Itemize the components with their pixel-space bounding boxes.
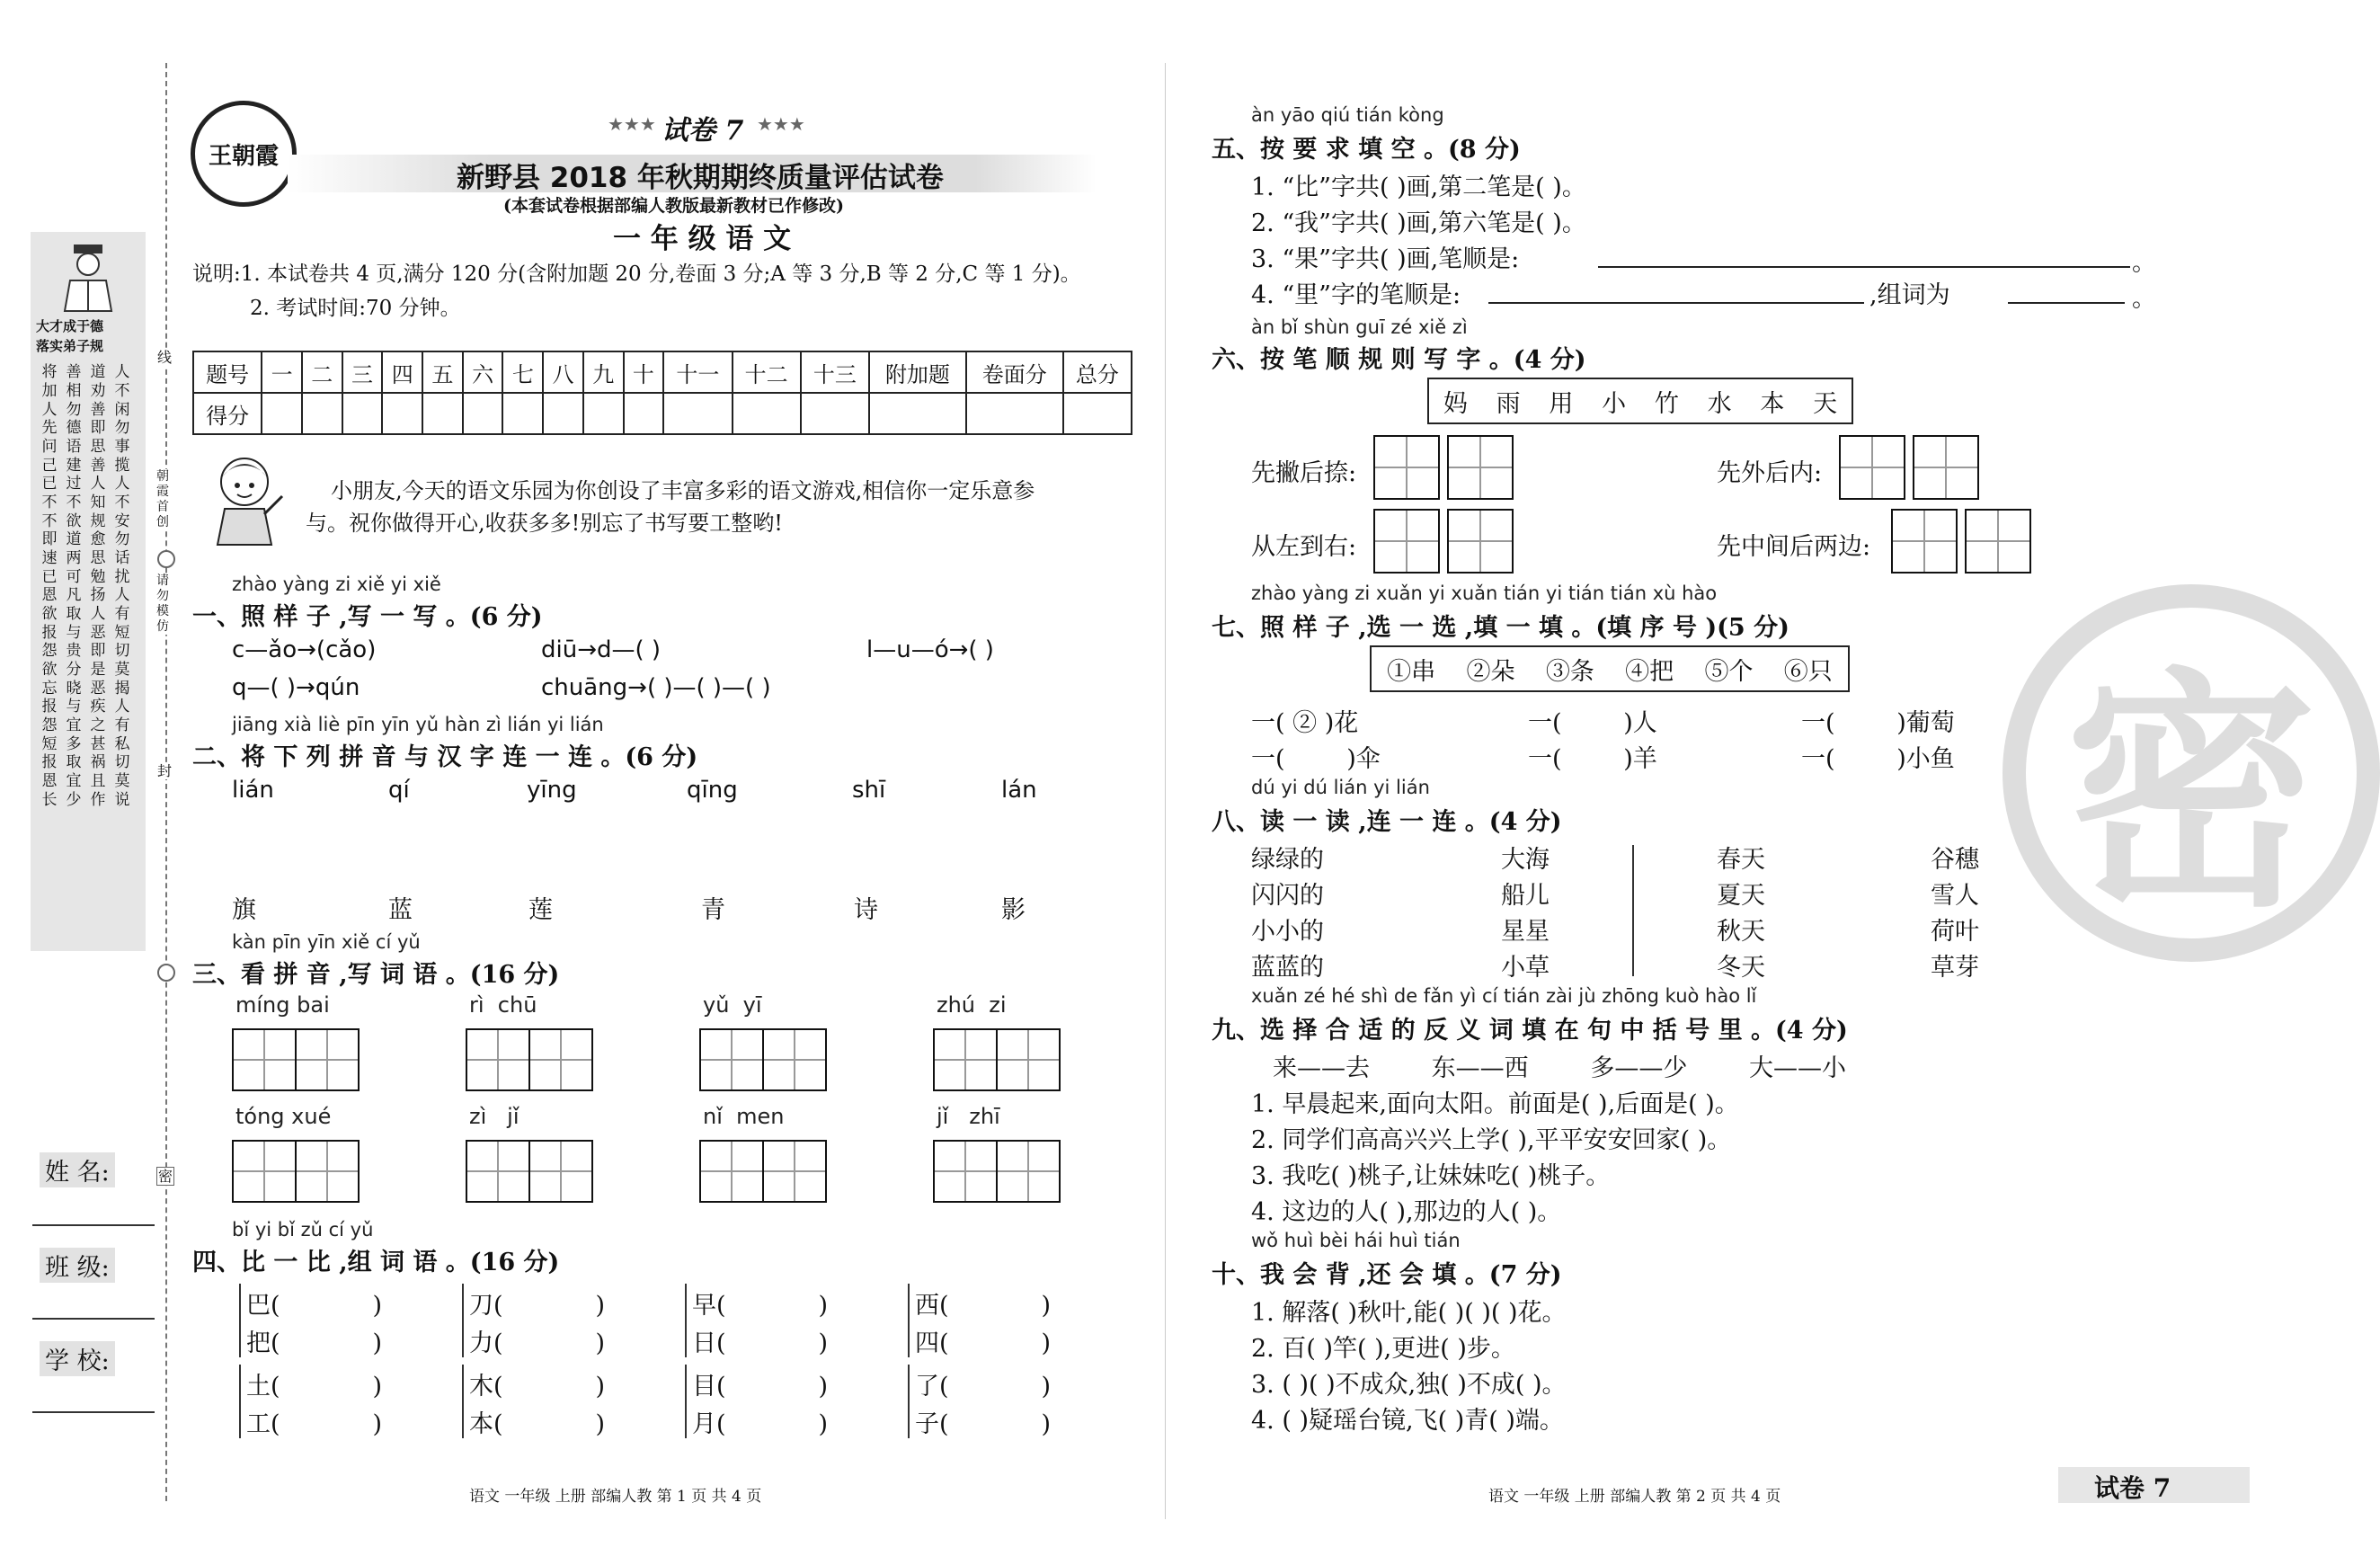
q5-line-1: 1. “比”字共( )画,第二笔是( )。 [1251,173,1586,201]
q8-word[interactable]: 绿绿的 [1251,846,1324,874]
couplet-column: 德 语 建 [66,419,82,475]
q1-item: l—u—ó→( ) [866,636,994,663]
q8-divider [1632,845,1634,976]
ring-icon [157,550,175,568]
score-cell[interactable] [801,393,869,434]
q5-stroke-order-field[interactable] [1598,266,2130,268]
school-field[interactable] [32,1411,155,1413]
writing-grid[interactable] [1447,509,1514,574]
writing-grid[interactable] [762,1028,827,1091]
q8-word[interactable]: 草芽 [1931,954,1979,982]
q2-pinyin-item[interactable]: shī [852,777,886,804]
writing-grid[interactable] [1839,435,1905,500]
writing-grid[interactable] [295,1028,360,1091]
q8-word[interactable]: 荷叶 [1931,918,1979,946]
q8-word[interactable]: 雪人 [1931,882,1979,910]
q2-char-item[interactable]: 影 [1001,896,1026,924]
q4-item[interactable]: 四( ) [915,1329,1052,1357]
q6-char: 雨 [1496,389,1521,418]
writing-grid[interactable] [762,1140,827,1203]
q5-stroke-order-field[interactable] [1488,302,1864,304]
q4-pinyin: bǐ yi bǐ zǔ cí yǔ [232,1219,374,1240]
score-header-cell: 题号 [193,351,262,393]
couplet-column: 勿 话 扰 [114,530,130,586]
side-note-2: 请勿模仿 [156,574,169,634]
q1-item: chuāng→( )—( )—( ) [541,674,771,701]
q2-pinyin-item[interactable]: lián [232,777,274,804]
score-row [193,393,1132,434]
writing-grid[interactable] [1913,435,1979,500]
q2-pinyin: jiāng xià liè pīn yīn yǔ hàn zì lián yi lián [232,714,604,735]
scholar-figure [56,241,120,313]
q4-item[interactable]: 西( ) [915,1292,1052,1320]
q6-rule: 先中间后两边: [1717,533,1871,561]
q2-char-item[interactable]: 旗 [232,896,256,924]
q5-word-field[interactable] [2008,302,2125,304]
score-cell[interactable] [262,393,302,434]
q1-item: q—( )→qún [232,674,360,701]
q5-word-label: ,组词为 [1869,281,1950,309]
dashed-cut-line [165,63,167,1501]
q5-end-mark: 。 [2132,285,2156,313]
q9-title: 九、选 择 合 适 的 反 义 词 填 在 句 中 括 号 里 。(4 分) [1212,1017,1848,1045]
q9-line-2: 2. 同学们高高兴兴上学( ),平平安安回家( )。 [1251,1126,1732,1154]
couplet-column: 与 宜 多 [66,698,82,753]
q9-line-1: 1. 早晨起来,面向太阳。前面是( ),后面是( )。 [1251,1090,1739,1118]
bracket-line [462,1284,464,1357]
intro-line-2: 与。祝你做得开心,收获多多!别忘了书写要工整哟! [306,511,783,536]
q3-word-pinyin: tóng xué [235,1104,332,1129]
q8-word[interactable]: 闪闪的 [1251,882,1324,910]
couplet-column: 道 劝 善 [90,363,106,419]
q7-option: ②朵 [1466,657,1515,686]
logo-text: 王朝霞 [208,142,279,170]
page-divider [1165,63,1166,1519]
q10-title: 十、我 会 背 ,还 会 填 。(7 分) [1212,1261,1562,1289]
name-field[interactable] [32,1224,155,1226]
writing-grid[interactable] [1447,435,1514,500]
q6-char: 本 [1760,389,1785,418]
sidebar-motto-strip [31,232,146,951]
q6-char: 天 [1813,389,1838,418]
q3-word-pinyin: yǔ yī [703,992,762,1018]
q4-item[interactable]: 子( ) [915,1410,1052,1438]
q3-word-pinyin: nǐ men [703,1104,785,1129]
q3-word-pinyin: jǐ zhī [937,1104,1000,1129]
score-header-cell: 五 [422,351,463,393]
writing-grid[interactable] [699,1028,764,1091]
writing-grid[interactable] [1373,435,1440,500]
bracket-line [908,1365,910,1438]
couplet-column: 人 知 规 [90,475,106,530]
page-footer-1: 语文 一年级 上册 部编人教 第 1 页 共 4 页 [469,1488,762,1506]
couplet-column: 报 怨 短 [41,698,58,753]
writing-grid[interactable] [996,1028,1061,1091]
score-cell[interactable] [966,393,1063,434]
motto-line-1: 大才成于德 [36,318,104,334]
q7-item[interactable]: 一( )葡萄 [1801,709,1955,737]
q4-item[interactable]: 木( ) [469,1373,606,1400]
couplet-column: 贵 分 晓 [66,642,82,698]
couplet-column: 已 不 不 [41,475,58,530]
q8-title: 八、读 一 读 ,连 一 连 。(4 分) [1212,808,1562,836]
q6-rule: 先外后内: [1717,459,1823,487]
couplet-column: 先 问 己 [41,419,58,475]
q1-title: 一、照 样 子 ,写 一 写 。(6 分) [192,603,543,631]
couplet-column: 愈 思 勉 [90,530,106,586]
couplet-column: 即 是 恶 [90,642,106,698]
score-header-cell: 二 [302,351,342,393]
score-header-cell: 九 [583,351,624,393]
q7-option: ①串 [1387,657,1436,686]
q4-item[interactable]: 土( ) [246,1373,383,1400]
writing-grid[interactable] [933,1028,998,1091]
q5-end-mark: 。 [2132,249,2156,277]
bracket-line [239,1284,241,1357]
q6-char: 水 [1707,389,1732,418]
q7-item[interactable]: 一( )羊 [1528,745,1657,773]
score-cell[interactable] [583,393,624,434]
q6-rule: 从左到右: [1251,533,1357,561]
couplet-column: 报 恩 长 [41,753,58,809]
q7-option: ⑤个 [1704,657,1754,686]
couplet-column: 道 两 可 [66,530,82,586]
score-cell[interactable] [342,393,383,434]
q8-word[interactable]: 船儿 [1501,882,1550,910]
q10-line-3: 3. ( )( )不成众,独( )不成( )。 [1251,1371,1567,1399]
q1-item: c—ǎo→(cǎo) [232,636,377,663]
q7-option: ⑥只 [1783,657,1833,686]
couplet-column: 善 相 勿 [66,363,82,419]
stamp-char: 密 [2065,648,2317,941]
q4-item[interactable]: 早( ) [692,1292,829,1320]
q5-line-2: 2. “我”字共( )画,第六笔是( )。 [1251,209,1586,237]
score-header-cell: 七 [502,351,543,393]
q6-char-box [1427,378,1853,424]
q3-word-pinyin: zì jǐ [469,1104,520,1129]
q8-word[interactable]: 小小的 [1251,918,1324,946]
q4-item[interactable]: 把( ) [246,1329,383,1357]
q6-char: 用 [1549,389,1574,418]
q5-line-4: 4. “里”字的笔顺是: [1251,281,1461,309]
q7-option: ④把 [1625,657,1674,686]
couplet-column: 扬 人 恶 [90,586,106,642]
q4-item[interactable]: 目( ) [692,1373,829,1400]
couplet-column: 人 有 私 [114,698,130,753]
q3-word-pinyin: rì chū [469,992,537,1018]
couplet-column: 人 有 短 [114,586,130,642]
q2-pinyin-item[interactable]: qí [388,777,410,804]
score-cell[interactable] [1063,393,1132,434]
girl-illustration [205,449,288,547]
q2-char-item[interactable]: 莲 [528,896,553,924]
q4-item[interactable]: 巴( ) [246,1292,383,1320]
q4-item[interactable]: 工( ) [246,1410,383,1438]
writing-grid[interactable] [466,1028,530,1091]
score-cell[interactable] [302,393,342,434]
publisher-logo [191,101,297,207]
side-note-1: 朝霞首创 [156,469,169,529]
writing-grid[interactable] [295,1140,360,1203]
score-table [192,351,1132,435]
bracket-line [685,1284,687,1357]
score-cell[interactable] [733,393,801,434]
score-header-cell: 一 [262,351,302,393]
couplet-column: 疾 之 甚 [90,698,106,753]
q10-line-1: 1. 解落( )秋叶,能( )( )( )花。 [1251,1299,1567,1327]
q1-item: diū→d—( ) [541,636,662,663]
badge-stars: ★★★ [608,113,656,135]
couplet-column: 即 速 已 [41,530,58,586]
score-header-cell: 三 [342,351,383,393]
q7-item[interactable]: 一( )伞 [1251,745,1381,773]
exam-badge: 试卷 7 [662,115,744,147]
writing-grid[interactable] [933,1140,998,1203]
q7-option-box [1370,645,1850,692]
seal-tag-secret: 密 [157,1168,173,1185]
q10-line-2: 2. 百( )竿( ),更进( )步。 [1251,1335,1515,1363]
q3-word-pinyin: míng bai [235,992,330,1018]
q2-pinyin-item[interactable]: lán [1001,777,1037,804]
score-header-cell: 八 [543,351,583,393]
writing-grid[interactable] [528,1028,593,1091]
q4-item[interactable]: 月( ) [692,1410,829,1438]
couplet-column: 祸 且 作 [90,753,106,809]
score-cell[interactable] [869,393,966,434]
exam-note-1: 说明:1. 本试卷共 4 页,满分 120 分(含附加题 20 分,卷面 3 分;A 等 3 分,B 等 2 分,C 等 1 分)。 [192,262,1081,286]
q9-antonym-pairs: 来——去 东——西 多——少 大——小 [1273,1054,1846,1082]
q3-title: 三、看 拼 音 ,写 词 语 。(16 分) [192,961,560,989]
q10-line-4: 4. ( )疑瑶台镜,飞( )青( )端。 [1251,1407,1564,1435]
bracket-line [685,1365,687,1438]
couplet-column: 切 莫 说 [114,753,130,809]
q8-word[interactable]: 谷穗 [1931,846,1979,874]
writing-grid[interactable] [1891,509,1958,574]
writing-grid[interactable] [232,1028,297,1091]
score-header-cell: 总分 [1063,351,1132,393]
grade-subject: 一 年 级 语 文 [613,223,792,255]
writing-grid[interactable] [528,1140,593,1203]
couplet-column: 人 不 安 [114,475,130,530]
score-cell[interactable] [382,393,422,434]
q2-char-item[interactable]: 蓝 [388,896,413,924]
name-label: 姓 名: [40,1152,115,1187]
couplet-column: 过 不 欲 [66,475,82,530]
exam-subtitle: (本套试卷根据部编人教版最新教材已作修改) [503,196,844,216]
bracket-line [908,1284,910,1357]
q2-char-item[interactable]: 诗 [854,896,878,924]
page-footer-2: 语文 一年级 上册 部编人教 第 2 页 共 4 页 [1488,1488,1781,1506]
q4-item[interactable]: 力( ) [469,1329,606,1357]
q9-pinyin: xuǎn zé hé shì de fǎn yì cí tián zài jù zhōng kuò hào lǐ [1251,985,1757,1007]
badge-stars: ★★★ [757,113,805,135]
q8-word[interactable]: 冬天 [1717,954,1765,982]
q6-char: 妈 [1443,389,1468,418]
q6-title: 六、按 笔 顺 规 则 写 字 。(4 分) [1212,346,1586,374]
q9-line-3: 3. 我吃( )桃子,让妹妹吃( )桃子。 [1251,1162,1611,1190]
q8-word[interactable]: 大海 [1501,846,1550,874]
q3-pinyin: kàn pīn yīn xiě cí yǔ [232,931,421,953]
score-header-cell: 十三 [801,351,869,393]
bracket-line [239,1365,241,1438]
score-header-cell: 十 [624,351,664,393]
q4-item[interactable]: 了( ) [915,1373,1052,1400]
q5-title: 五、按 要 求 填 空 。(8 分) [1212,136,1521,164]
q7-title: 七、照 样 子 ,选 一 选 ,填 一 填 。(填 序 号 )(5 分) [1212,614,1789,642]
couplet-column: 凡 取 与 [66,586,82,642]
q9-line-4: 4. 这边的人( ),那边的人( )。 [1251,1198,1562,1226]
q7-item[interactable]: 一( )小鱼 [1801,745,1955,773]
q4-title: 四、比 一 比 ,组 词 语 。(16 分) [192,1249,560,1276]
writing-grid[interactable] [466,1140,530,1203]
bracket-line [462,1365,464,1438]
school-label: 学 校: [40,1341,115,1376]
exam-note-2: 2. 考试时间:70 分钟。 [250,297,461,320]
couplet-column: 恩 欲 报 [41,586,58,642]
q2-pinyin-item[interactable]: yīng [527,777,577,804]
q6-char: 竹 [1654,389,1679,418]
q6-rule: 先撇后捺: [1251,459,1357,487]
q7-item[interactable]: 一( )人 [1528,709,1657,737]
score-header-row [193,351,1132,393]
couplet-column: 取 宜 少 [66,753,82,809]
couplet-column: 怨 欲 忘 [41,642,58,698]
score-header-cell: 卷面分 [966,351,1063,393]
q1-pinyin: zhào yàng zi xiě yi xiě [232,574,441,595]
score-header-cell: 四 [382,351,422,393]
class-field[interactable] [32,1318,155,1320]
secret-stamp [2003,584,2380,962]
exam-title: 新野县 2018 年秋期期终质量评估试卷 [457,162,944,194]
couplet-column: 人 不 闲 [114,363,130,419]
q4-item[interactable]: 日( ) [692,1329,829,1357]
couplet-column: 将 加 人 [41,363,58,419]
motto-line-2: 落实弟子规 [36,338,104,354]
q8-word[interactable]: 秋天 [1717,918,1765,946]
writing-grid[interactable] [699,1140,764,1203]
ring-icon [157,964,175,982]
score-cell[interactable] [463,393,503,434]
score-header-cell: 附加题 [869,351,966,393]
q8-word[interactable]: 星星 [1501,918,1550,946]
writing-grid[interactable] [1965,509,2031,574]
q5-pinyin: àn yāo qiú tián kòng [1251,104,1444,126]
q7-item[interactable]: 一( ② )花 [1251,709,1359,737]
q10-pinyin: wǒ huì bèi hái huì tián [1251,1230,1461,1251]
couplet-column: 勿 事 揽 [114,419,130,475]
q7-option: ③条 [1545,657,1594,686]
score-cell[interactable] [663,393,732,434]
score-row-label: 得分 [193,393,262,434]
q4-item[interactable]: 刀( ) [469,1292,606,1320]
q6-pinyin: àn bǐ shùn guī zé xiě zì [1251,316,1468,338]
writing-grid[interactable] [232,1140,297,1203]
q8-word[interactable]: 夏天 [1717,882,1765,910]
writing-grid[interactable] [1373,509,1440,574]
q8-word[interactable]: 蓝蓝的 [1251,954,1324,982]
score-cell[interactable] [422,393,463,434]
writing-grid[interactable] [996,1140,1061,1203]
score-cell[interactable] [543,393,583,434]
q4-item[interactable]: 本( ) [469,1410,606,1438]
q2-pinyin-item[interactable]: qīng [687,777,738,804]
score-header-cell: 六 [463,351,503,393]
couplet-column: 切 莫 揭 [114,642,130,698]
q8-pinyin: dú yi dú lián yi lián [1251,777,1430,798]
q6-char: 小 [1602,389,1627,418]
q8-word[interactable]: 小草 [1501,954,1550,982]
q2-char-item[interactable]: 青 [701,896,725,924]
q7-pinyin: zhào yàng zi xuǎn yi xuǎn tián yi tián tián xù hào [1251,582,1718,604]
score-header-cell: 十一 [663,351,732,393]
intro-line-1: 小朋友,今天的语文乐园为你创设了丰富多彩的语文游戏,相信你一定乐意参 [331,478,1035,503]
q3-word-pinyin: zhú zi [937,992,1007,1018]
seal-tag-line: 线 [156,349,172,366]
q5-line-3: 3. “果”字共( )画,笔顺是: [1251,245,1520,273]
couplet-column: 即 思 善 [90,419,106,475]
footer-badge: 试卷 7 [2094,1473,2171,1503]
q2-title: 二、将 下 列 拼 音 与 汉 字 连 一 连 。(6 分) [192,743,698,771]
score-cell[interactable] [624,393,664,434]
score-header-cell: 十二 [733,351,801,393]
class-label: 班 级: [40,1248,115,1283]
score-cell[interactable] [502,393,543,434]
seal-tag-seal: 封 [156,762,172,779]
q8-word[interactable]: 春天 [1717,846,1765,874]
